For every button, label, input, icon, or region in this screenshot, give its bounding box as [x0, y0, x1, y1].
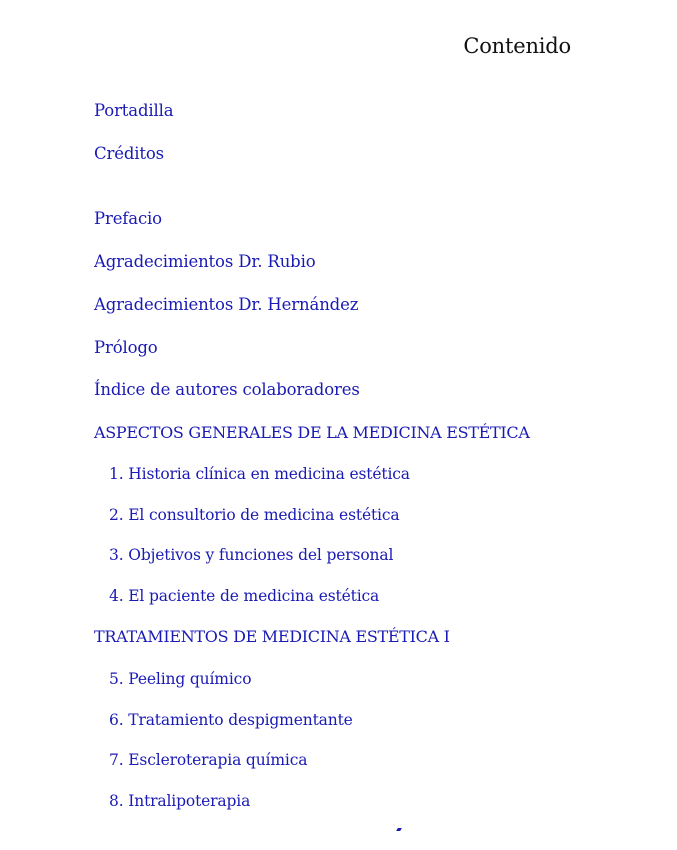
- toc-link-indice-autores[interactable]: Índice de autores colaboradores: [94, 380, 360, 399]
- toc-link-portadilla[interactable]: Portadilla: [94, 101, 174, 120]
- toc-chapter-3[interactable]: 3. Objetivos y funciones del personal: [109, 546, 394, 564]
- toc-chapter-2[interactable]: 2. El consultorio de medicina estética: [109, 506, 400, 524]
- cutoff-accent-mark: [396, 828, 402, 831]
- toc-chapter-8[interactable]: 8. Intralipoterapia: [109, 792, 251, 810]
- toc-link-prologo[interactable]: Prólogo: [94, 338, 158, 357]
- toc-section-aspectos-generales[interactable]: ASPECTOS GENERALES DE LA MEDICINA ESTÉTICA: [94, 423, 530, 442]
- toc-chapter-7[interactable]: 7. Escleroterapia química: [109, 751, 308, 769]
- page-title: Contenido: [463, 34, 571, 58]
- toc-link-creditos[interactable]: Créditos: [94, 144, 164, 163]
- toc-chapter-4[interactable]: 4. El paciente de medicina estética: [109, 587, 380, 605]
- toc-chapter-5[interactable]: 5. Peeling químico: [109, 670, 252, 688]
- toc-link-agradecimientos-hernandez[interactable]: Agradecimientos Dr. Hernández: [94, 295, 359, 314]
- toc-link-prefacio[interactable]: Prefacio: [94, 209, 162, 228]
- toc-chapter-6[interactable]: 6. Tratamiento despigmentante: [109, 711, 353, 729]
- toc-section-tratamientos-i[interactable]: TRATAMIENTOS DE MEDICINA ESTÉTICA I: [94, 627, 450, 646]
- toc-chapter-1[interactable]: 1. Historia clínica en medicina estética: [109, 465, 410, 483]
- toc-link-agradecimientos-rubio[interactable]: Agradecimientos Dr. Rubio: [94, 252, 316, 271]
